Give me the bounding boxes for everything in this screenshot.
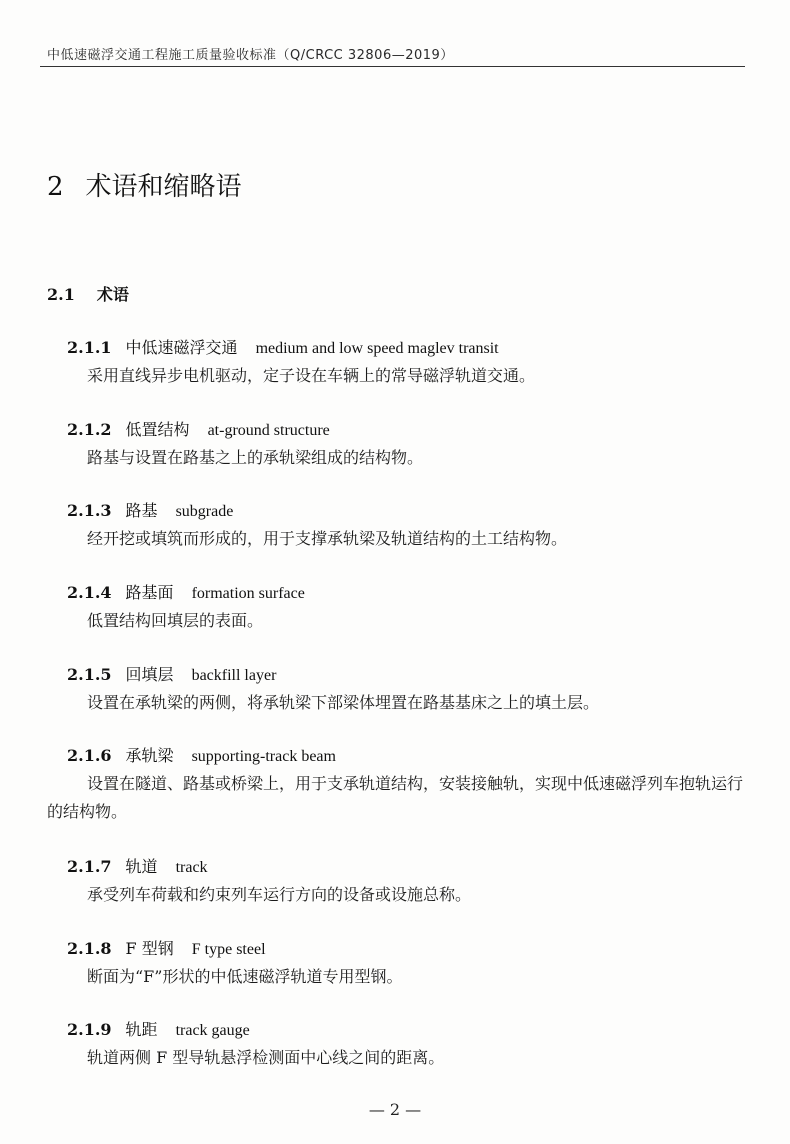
- term-number: 2.1.4: [67, 583, 112, 602]
- section-title: 术语: [96, 285, 129, 304]
- term-entry: [47, 500, 747, 553]
- term-number: 2.1.3: [67, 501, 112, 520]
- term-number: 2.1.8: [67, 939, 112, 958]
- term-entry: [47, 582, 747, 635]
- term-english: formation surface: [191, 585, 305, 602]
- term-number: 2.1.2: [67, 420, 112, 439]
- running-header: 中低速磁浮交通工程施工质量验收标准（Q/CRCC 32806—2019）: [47, 48, 454, 63]
- term-definition: 断面为“F”形状的中低速磁浮轨道专用型钢。: [87, 967, 403, 986]
- term-chinese: 轨距: [125, 1020, 158, 1039]
- term-chinese: 路基面: [125, 583, 174, 602]
- page-number: — 2 —: [368, 1100, 422, 1119]
- term-entry: [47, 745, 747, 826]
- term-number: 2.1.9: [67, 1020, 112, 1039]
- term-number: 2.1.5: [67, 665, 112, 684]
- term-number: 2.1.7: [67, 857, 112, 876]
- section-heading: [47, 282, 129, 305]
- term-english: track: [175, 859, 208, 876]
- term-entry: [47, 856, 747, 909]
- term-chinese: 中低速磁浮交通: [125, 338, 238, 357]
- term-entry: [47, 664, 747, 717]
- term-definition: 设置在隧道、路基或桥梁上，用于支承轨道结构，安装接触轨，实现中低速磁浮列车抱轨运行的结构物。: [47, 774, 744, 821]
- term-english: F type steel: [191, 941, 266, 958]
- term-definition: 承受列车荷载和约束列车运行方向的设备或设施总称。: [87, 885, 472, 904]
- term-entry: [47, 1019, 747, 1072]
- term-entry: [47, 419, 747, 472]
- term-english: subgrade: [175, 503, 234, 520]
- section-number: 2.1: [47, 285, 75, 304]
- term-chinese: 路基: [125, 501, 158, 520]
- term-entry: [47, 337, 747, 390]
- term-english: at-ground structure: [207, 422, 330, 439]
- chapter-heading: [47, 166, 242, 203]
- term-definition: 设置在承轨梁的两侧，将承轨梁下部梁体埋置在路基基床之上的填土层。: [87, 693, 600, 712]
- term-definition: 采用直线异步电机驱动，定子设在车辆上的常导磁浮轨道交通。: [87, 366, 536, 385]
- term-definition: 轨道两侧 F 型导轨悬浮检测面中心线之间的距离。: [87, 1048, 445, 1067]
- term-definition: 低置结构回填层的表面。: [87, 611, 264, 630]
- term-number: 2.1.1: [67, 338, 112, 357]
- term-number: 2.1.6: [67, 746, 112, 765]
- term-chinese: 轨道: [125, 857, 158, 876]
- term-chinese: 回填层: [125, 665, 174, 684]
- header-rule: [40, 66, 745, 67]
- chapter-title: 术语和缩略语: [85, 172, 242, 202]
- term-definition: 经开挖或填筑而形成的，用于支撑承轨梁及轨道结构的土工结构物。: [87, 529, 568, 548]
- chapter-number: 2: [47, 172, 64, 202]
- term-english: medium and low speed maglev transit: [255, 340, 499, 357]
- term-english: track gauge: [175, 1022, 250, 1039]
- term-english: supporting-track beam: [191, 748, 336, 765]
- term-chinese: 低置结构: [125, 420, 190, 439]
- term-chinese: 承轨梁: [125, 746, 174, 765]
- term-chinese: F 型钢: [125, 939, 174, 958]
- term-english: backfill layer: [191, 667, 277, 684]
- term-definition: 路基与设置在路基之上的承轨梁组成的结构物。: [87, 448, 424, 467]
- term-entry: [47, 938, 747, 991]
